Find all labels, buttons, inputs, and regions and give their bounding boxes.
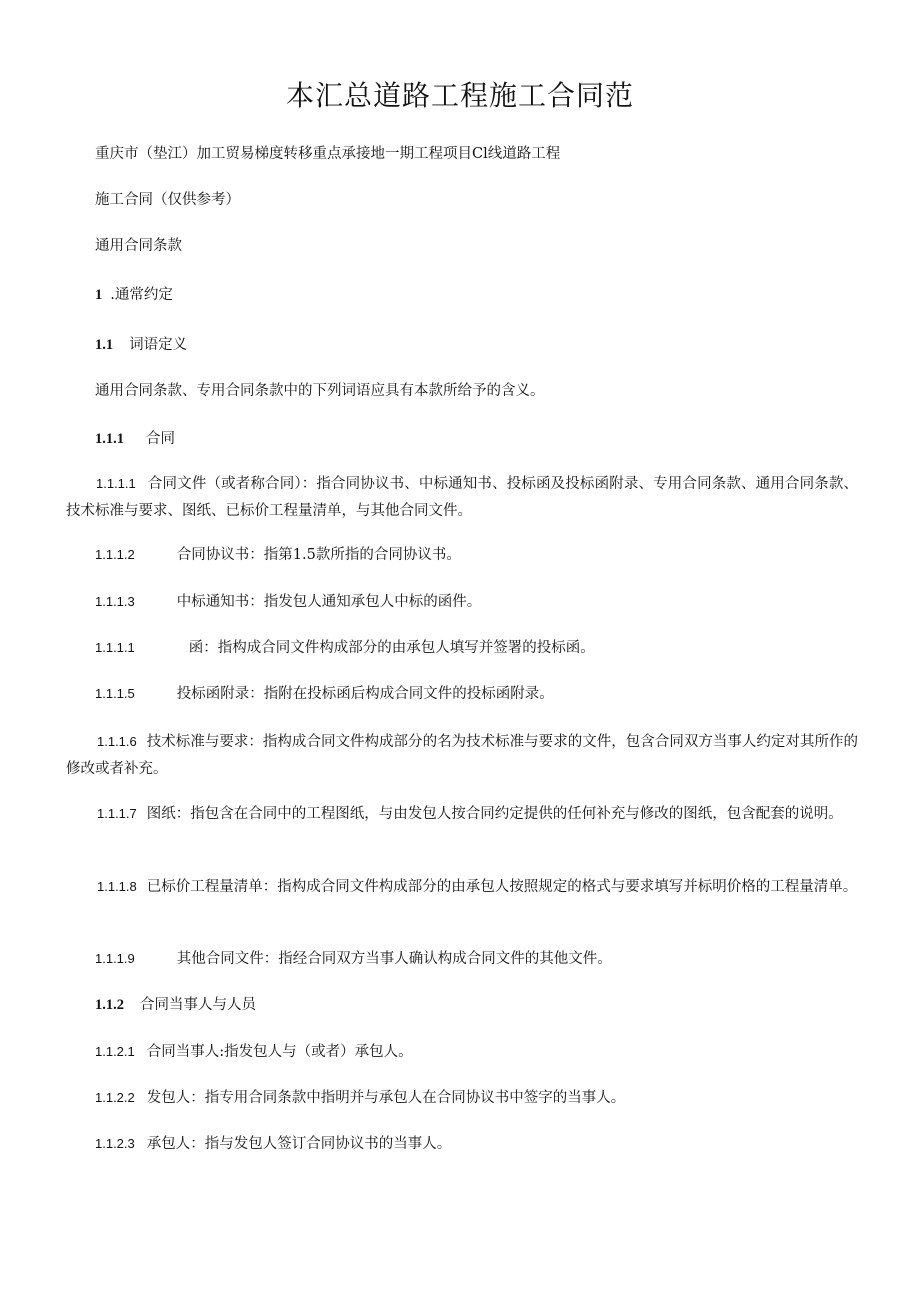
clause-text: 已标价工程量清单：指构成合同文件构成部分的由承包人按照规定的格式与要求填写并标明价格的工程量清单。 <box>146 879 858 895</box>
clause-text: 函：指构成合同文件构成部分的由承包人填写并签署的投标函。 <box>188 640 595 656</box>
clause-number: 1.1.1.1 <box>95 640 135 655</box>
clause-number: 1.1.1.3 <box>95 594 135 609</box>
subtitle-line-2: 施工合同（仅供参考） <box>95 192 240 208</box>
heading-1-number: 1 <box>95 287 103 303</box>
clause-text: 其他合同文件：指经合同双方当事人确认构成合同文件的其他文件。 <box>176 951 612 967</box>
clause-1-1-2-1 <box>95 1042 413 1062</box>
clause-number: 1.1.2.2 <box>95 1090 135 1105</box>
clause-1-1-1-1 <box>66 470 858 525</box>
subtitle-line-1: 重庆市（垫江）加工贸易梯度转移重点承接地一期工程项目Cl线道路工程 <box>95 146 561 162</box>
clause-number: 1.1.2.1 <box>95 1044 135 1059</box>
clause-number: 1.1.1.5 <box>95 686 135 701</box>
clause-1-1-2-2 <box>95 1088 625 1108</box>
clause-1-1-1-2 <box>95 545 461 565</box>
clause-text: 合同文件（或者称合同）：指合同协议书、中标通知书、投标函及投标函附录、专用合同条款、通用合同条款、技术标准与要求、图纸、已标价工程量清单，与其他合同文件。 <box>66 476 858 519</box>
clause-number: 1.1.2.3 <box>95 1136 135 1151</box>
clause-text: 合同当事人:指发包人与（或者）承包人。 <box>146 1044 413 1060</box>
clause-text: 中标通知书：指发包人通知承包人中标的函件。 <box>176 594 482 610</box>
clause-text: 图纸：指包含在合同中的工程图纸，与由发包人按合同约定提供的任何补充与修改的图纸，包含配套的说明。 <box>146 806 843 822</box>
heading-1-1-2-number: 1.1.2 <box>95 997 124 1013</box>
clause-number: 1.1.1.7 <box>97 806 137 821</box>
heading-1 <box>95 285 173 305</box>
intro-paragraph: 通用合同条款、专用合同条款中的下列词语应具有本款所给予的含义。 <box>95 383 545 399</box>
clause-text: 技术标准与要求：指构成合同文件构成部分的名为技术标准与要求的文件，包含合同双方当事人约定对其所作的修改或者补充。 <box>66 734 858 777</box>
clause-1-1-1-7 <box>66 800 858 828</box>
heading-1-1-number: 1.1 <box>95 337 114 353</box>
clause-text: 投标函附录：指附在投标函后构成合同文件的投标函附录。 <box>176 686 554 702</box>
clause-1-1-1-5 <box>95 684 554 704</box>
heading-1-1-1-text: 合同 <box>146 431 175 447</box>
clause-1-1-1-6 <box>66 728 858 783</box>
clause-text: 承包人：指与发包人签订合同协议书的当事人。 <box>146 1136 452 1152</box>
clause-number: 1.1.1.6 <box>97 734 137 749</box>
heading-1-1-1 <box>95 429 175 449</box>
clause-1-1-1-8 <box>66 873 858 901</box>
heading-1-1-2-text: 合同当事人与人员 <box>140 997 256 1013</box>
clause-text: 发包人：指专用合同条款中指明并与承包人在合同协议书中签字的当事人。 <box>146 1090 626 1106</box>
clause-number: 1.1.1.1 <box>96 476 136 491</box>
clause-1-1-1-4 <box>95 638 595 658</box>
heading-1-1-2 <box>95 995 256 1015</box>
clause-number: 1.1.1.2 <box>95 547 135 562</box>
document-title: 本汇总道路工程施工合同范 <box>285 79 634 112</box>
heading-1-1-1-number: 1.1.1 <box>95 431 124 447</box>
clause-number: 1.1.1.8 <box>97 879 137 894</box>
clause-1-1-2-3 <box>95 1134 451 1154</box>
heading-1-text: .通常约定 <box>110 287 173 303</box>
heading-1-1 <box>95 335 187 355</box>
section-title: 通用合同条款 <box>95 238 182 254</box>
clause-1-1-1-9 <box>95 949 612 969</box>
clause-text: 合同协议书：指第1.5款所指的合同协议书。 <box>176 547 461 563</box>
heading-1-1-text: 词语定义 <box>129 337 188 353</box>
clause-number: 1.1.1.9 <box>95 951 135 966</box>
clause-1-1-1-3 <box>95 592 481 612</box>
